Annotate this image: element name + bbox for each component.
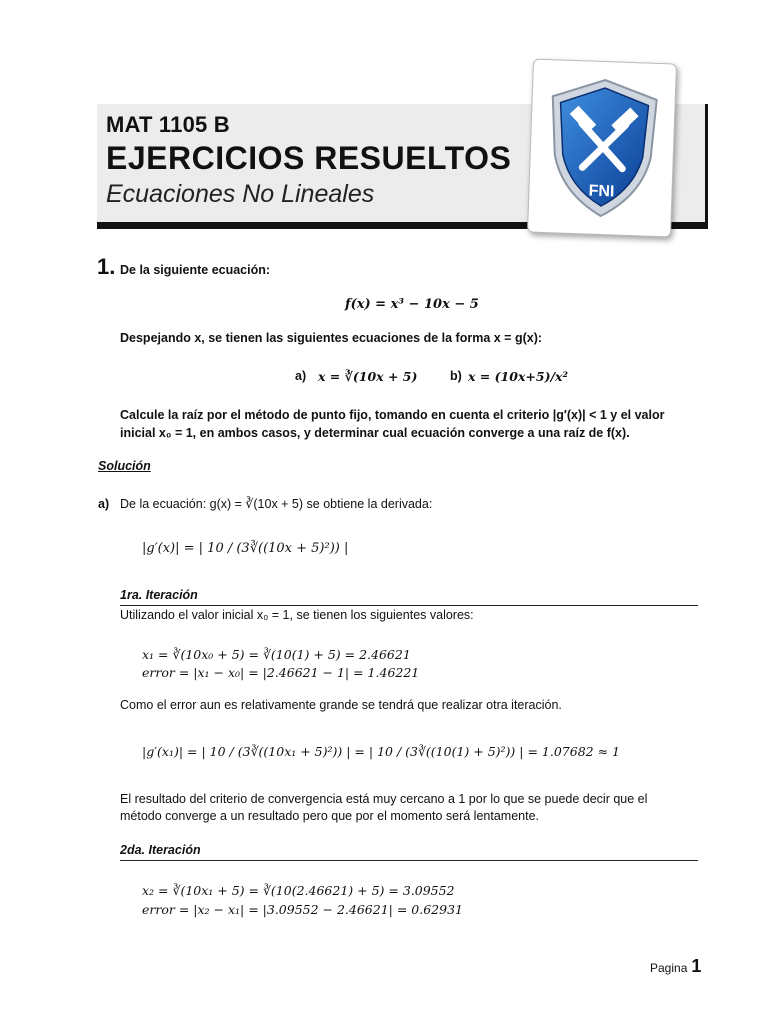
logo-text: FNI — [588, 182, 615, 201]
iteration-1-heading: 1ra. Iteración — [120, 588, 198, 602]
iteration-1-intro: Utilizando el valor inicial x₀ = 1, se tienen los siguientes valores: — [120, 608, 474, 622]
problem-intro: De la siguiente ecuación: — [120, 263, 271, 277]
iteration-2-heading: 2da. Iteración — [120, 843, 201, 857]
iteration-1-rule — [120, 605, 698, 606]
despeje-text: Despejando x, se tienen las siguientes ecuaciones de la forma x = g(x): — [120, 331, 543, 345]
iteration-1-conclusion-line-2: método converge a un resultado pero que por el momento será lentamente. — [120, 809, 540, 823]
page-label: Pagina — [650, 961, 688, 975]
problem-number: 1. — [97, 254, 116, 279]
iteration-1-conclusion-line-1: El resultado del criterio de convergencia está muy cercano a 1 por lo que se puede decir que el — [120, 792, 648, 806]
logo-card — [527, 59, 677, 238]
main-equation: f(x) = x³ − 10x − 5 — [345, 297, 479, 312]
course-code: MAT 1105 B — [106, 112, 230, 137]
iteration-1-criterion: |g′(x₁)| = | 10 / (3∛((10x₁ + 5)²)) | = | 10 / (3∛((10(1) + 5)²)) | = 1.07682 ≈ 1 — [142, 744, 620, 759]
page-number: 1 — [691, 956, 702, 976]
iteration-2-rule — [120, 860, 698, 861]
iteration-1-error-line: error = |x₁ − x₀| = |2.46621 − 1| = 1.46221 — [142, 665, 420, 680]
document-subtitle: Ecuaciones No Lineales — [106, 180, 375, 208]
option-b-label: b) — [450, 369, 462, 383]
statement-line-2: inicial x₀ = 1, en ambos casos, y determinar cual ecuación converge a una raíz de f(x). — [120, 426, 630, 440]
statement-line-1: Calcule la raíz por el método de punto fijo, tomando en cuenta el criterio |g′(x)| < 1 y el valor — [120, 408, 665, 422]
page-footer — [650, 956, 701, 977]
part-a-text: De la ecuación: g(x) = ∛(10x + 5) se obtiene la derivada: — [120, 497, 433, 511]
solution-label: Solución — [98, 459, 151, 473]
fni-shield-logo-icon — [540, 74, 665, 224]
option-b-equation: x = (10x+5)/x² — [468, 369, 568, 384]
document-title: EJERCICIOS RESUELTOS — [106, 140, 512, 176]
iteration-1-comment: Como el error aun es relativamente grande se tendrá que realizar otra iteración. — [120, 698, 562, 712]
derivative-formula: |g′(x)| = | 10 / (3∛((10x + 5)²)) | — [142, 541, 349, 556]
option-a-label: a) — [295, 369, 307, 383]
iteration-1-x-line: x₁ = ∛(10x₀ + 5) = ∛(10(1) + 5) = 2.46621 — [142, 647, 411, 662]
part-a-label: a) — [98, 497, 110, 511]
iteration-2-error-line: error = |x₂ − x₁| = |3.09552 − 2.46621| = 0.62931 — [142, 902, 463, 917]
option-a-equation: x = ∛(10x + 5) — [318, 369, 418, 384]
iteration-2-x-line: x₂ = ∛(10x₁ + 5) = ∛(10(2.46621) + 5) = 3.09552 — [142, 883, 455, 898]
